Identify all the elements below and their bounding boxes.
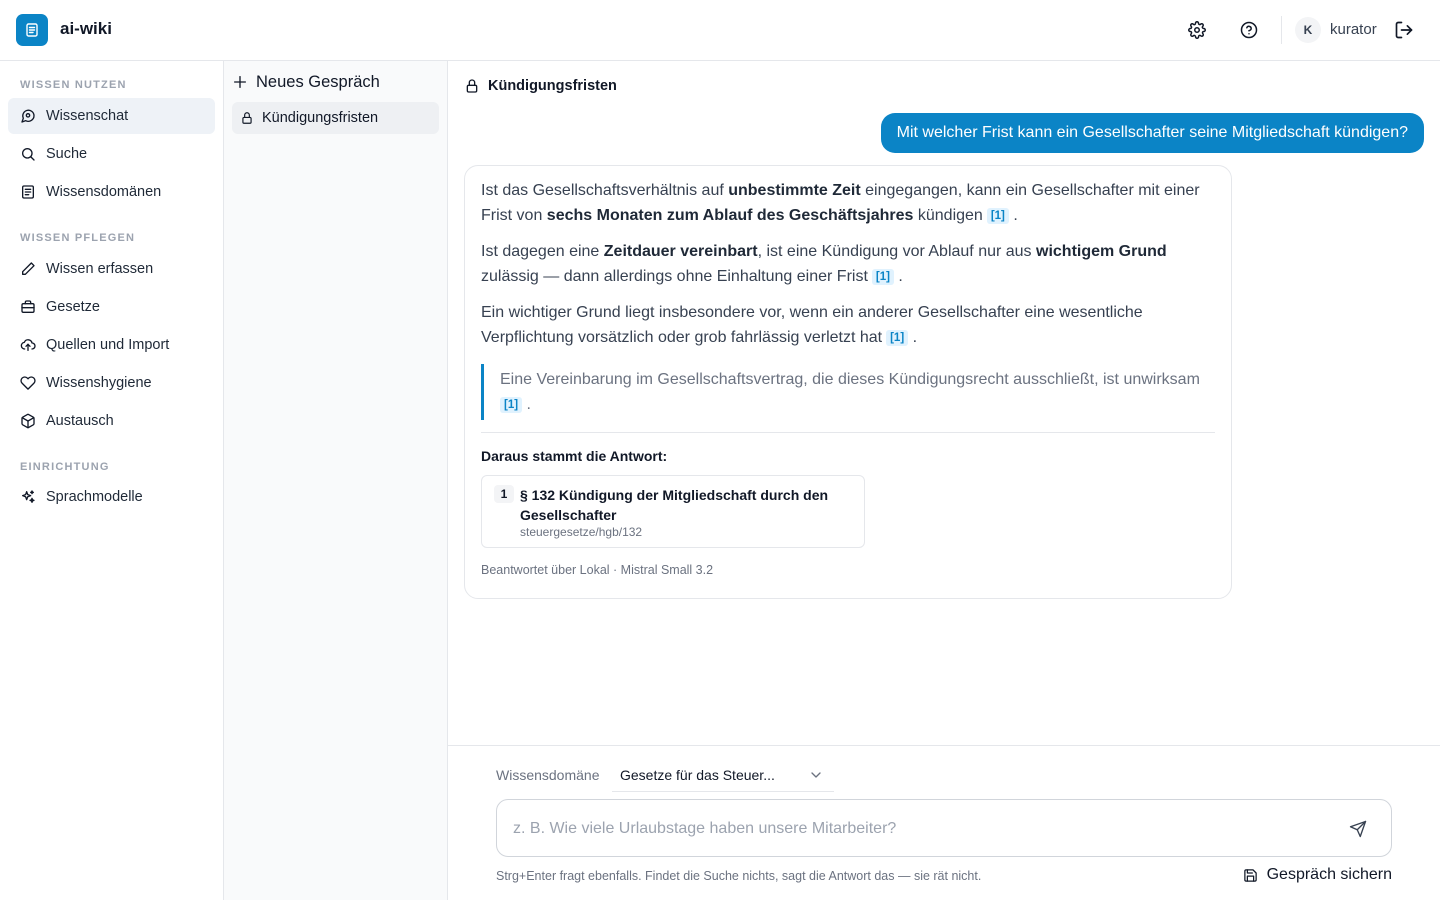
domain-label: Wissensdomäne	[496, 767, 600, 783]
new-conversation-button[interactable]	[232, 71, 380, 93]
sidebar-item-label: Suche	[46, 146, 88, 162]
domain-select-value: Gesetze für das Steuer...	[620, 766, 775, 783]
search-icon	[20, 146, 36, 162]
answer-paragraph	[481, 178, 1215, 228]
lock-icon	[240, 111, 254, 125]
quote-text: Eine Vereinbarung im Gesellschaftsvertrag, die dieses Kündigungsrecht ausschließt, ist unwirksam	[500, 371, 1200, 388]
conversation-list	[224, 61, 448, 900]
sidebar-item-label: Sprachmodelle	[46, 489, 143, 505]
domain-select[interactable]	[612, 758, 834, 792]
source-number: 1	[494, 485, 514, 503]
top-bar	[0, 0, 1440, 61]
send-icon	[1349, 820, 1367, 838]
sidebar-item-wissensdomaenen[interactable]	[8, 174, 215, 210]
cloud-upload-icon	[20, 337, 36, 353]
new-conversation-label: Neues Gespräch	[256, 72, 380, 91]
logout-button[interactable]	[1392, 18, 1416, 42]
citation-link[interactable]: [1]	[886, 330, 908, 346]
answer-text: eingegangen, kann ein Gesellschafter mit einer Frist von	[481, 182, 1200, 224]
answer-paragraph	[481, 300, 1215, 350]
divider	[481, 432, 1215, 433]
answered-by: Beantwortet über Lokal · Mistral Small 3.2	[481, 563, 714, 577]
book-icon	[20, 184, 36, 200]
question-input-box	[496, 799, 1392, 857]
app-title: ai-wiki	[60, 19, 112, 38]
user-message: Mit welcher Frist kann ein Gesellschafter seine Mitgliedschaft kündigen?	[881, 113, 1424, 153]
sidebar-item-wissenshygiene[interactable]	[8, 365, 215, 401]
composer	[448, 745, 1440, 900]
conversation-item[interactable]	[232, 102, 439, 134]
answer-text: zulässig — dann allerdings ohne Einhaltung einer Frist	[481, 268, 868, 285]
answer-paragraph	[481, 239, 1215, 289]
help-icon	[1240, 21, 1258, 39]
composer-hint: Strg+Enter fragt ebenfalls. Findet die Suche nichts, sagt die Antwort das — sie rät nicht.	[496, 869, 982, 883]
help-button[interactable]	[1237, 18, 1261, 42]
answer-text: Ist das Gesellschaftsverhältnis auf	[481, 182, 729, 199]
answer-bold: sechs Monaten zum Ablauf des Geschäftsjahres	[546, 207, 914, 224]
conversation-item-label: Kündigungsfristen	[262, 110, 379, 126]
avatar[interactable]: K	[1295, 17, 1321, 43]
username[interactable]: kurator	[1330, 21, 1377, 38]
gear-icon	[1188, 21, 1206, 39]
section-label-wissen-nutzen: WISSEN NUTZEN	[20, 79, 127, 91]
citation-link[interactable]: [1]	[500, 397, 522, 413]
answer-text: .	[1013, 207, 1018, 224]
lock-icon	[464, 78, 480, 94]
sidebar	[0, 61, 224, 900]
briefcase-icon	[20, 299, 36, 315]
source-path: steuergesetze/hgb/132	[520, 525, 643, 539]
chat-title-text: Kündigungsfristen	[488, 78, 617, 94]
save-conversation-button[interactable]	[1243, 866, 1392, 884]
sidebar-item-label: Wissenschat	[46, 108, 129, 124]
pencil-icon	[20, 261, 36, 277]
settings-button[interactable]	[1185, 18, 1209, 42]
answer-blockquote	[481, 364, 1215, 420]
sidebar-item-sprachmodelle[interactable]	[8, 479, 215, 515]
chevron-down-icon	[808, 767, 824, 783]
sidebar-item-wissen-erfassen[interactable]	[8, 251, 215, 287]
chat-panel	[448, 61, 1440, 900]
sidebar-item-quellen-und-import[interactable]	[8, 327, 215, 363]
sidebar-item-label: Austausch	[46, 413, 114, 429]
sidebar-item-label: Quellen und Import	[46, 337, 170, 353]
chat-title	[464, 78, 617, 94]
sources-heading: Daraus stammt die Antwort:	[481, 448, 668, 464]
answer-text: Ist dagegen eine	[481, 243, 604, 260]
sidebar-item-label: Wissensdomänen	[46, 184, 162, 200]
chat-search-icon	[20, 108, 36, 124]
sidebar-item-suche[interactable]	[8, 136, 215, 172]
answer-text: .	[526, 396, 531, 413]
sidebar-item-austausch[interactable]	[8, 403, 215, 439]
section-label-einrichtung: EINRICHTUNG	[20, 461, 110, 473]
answer-text: .	[898, 268, 903, 285]
assistant-answer	[464, 165, 1232, 599]
answer-paragraph	[500, 367, 1215, 417]
citation-link[interactable]: [1]	[987, 208, 1009, 224]
citation-link[interactable]: [1]	[872, 269, 894, 285]
sparkles-icon	[20, 489, 36, 505]
answer-bold: Zeitdauer vereinbart	[603, 243, 758, 260]
document-icon	[24, 22, 40, 38]
heart-icon	[20, 375, 36, 391]
save-conversation-label: Gespräch sichern	[1266, 866, 1392, 883]
cube-icon	[20, 413, 36, 429]
sidebar-item-label: Wissen erfassen	[46, 261, 154, 277]
sidebar-item-label: Wissenshygiene	[46, 375, 152, 391]
section-label-wissen-pflegen: WISSEN PFLEGEN	[20, 232, 136, 244]
answer-text: .	[912, 329, 918, 346]
source-card[interactable]	[481, 475, 865, 548]
question-input[interactable]	[513, 817, 1313, 841]
sidebar-item-gesetze[interactable]	[8, 289, 215, 325]
logout-icon	[1394, 20, 1414, 40]
app-logo[interactable]	[16, 14, 48, 46]
plus-icon	[232, 74, 248, 90]
answer-bold: wichtigem Grund	[1036, 243, 1167, 260]
answer-text: , ist eine Kündigung vor Ablauf nur aus	[757, 243, 1036, 260]
source-title: § 132 Kündigung der Mitgliedschaft durch den Gesellschafter	[520, 487, 829, 523]
answer-text: Ein wichtiger Grund liegt insbesondere vor, wenn ein anderer Gesellschafter eine wesentliche Verpflichtung vorsätzlich oder grob fahrlässig verletzt hat	[481, 304, 1143, 346]
send-button[interactable]	[1347, 818, 1369, 840]
header-divider	[1281, 16, 1282, 44]
answer-bold: unbestimmte Zeit	[728, 182, 861, 199]
sidebar-item-wissenschat[interactable]	[8, 98, 215, 134]
answer-text: kündigen	[913, 207, 983, 224]
sidebar-item-label: Gesetze	[46, 299, 100, 315]
save-icon	[1243, 867, 1259, 883]
